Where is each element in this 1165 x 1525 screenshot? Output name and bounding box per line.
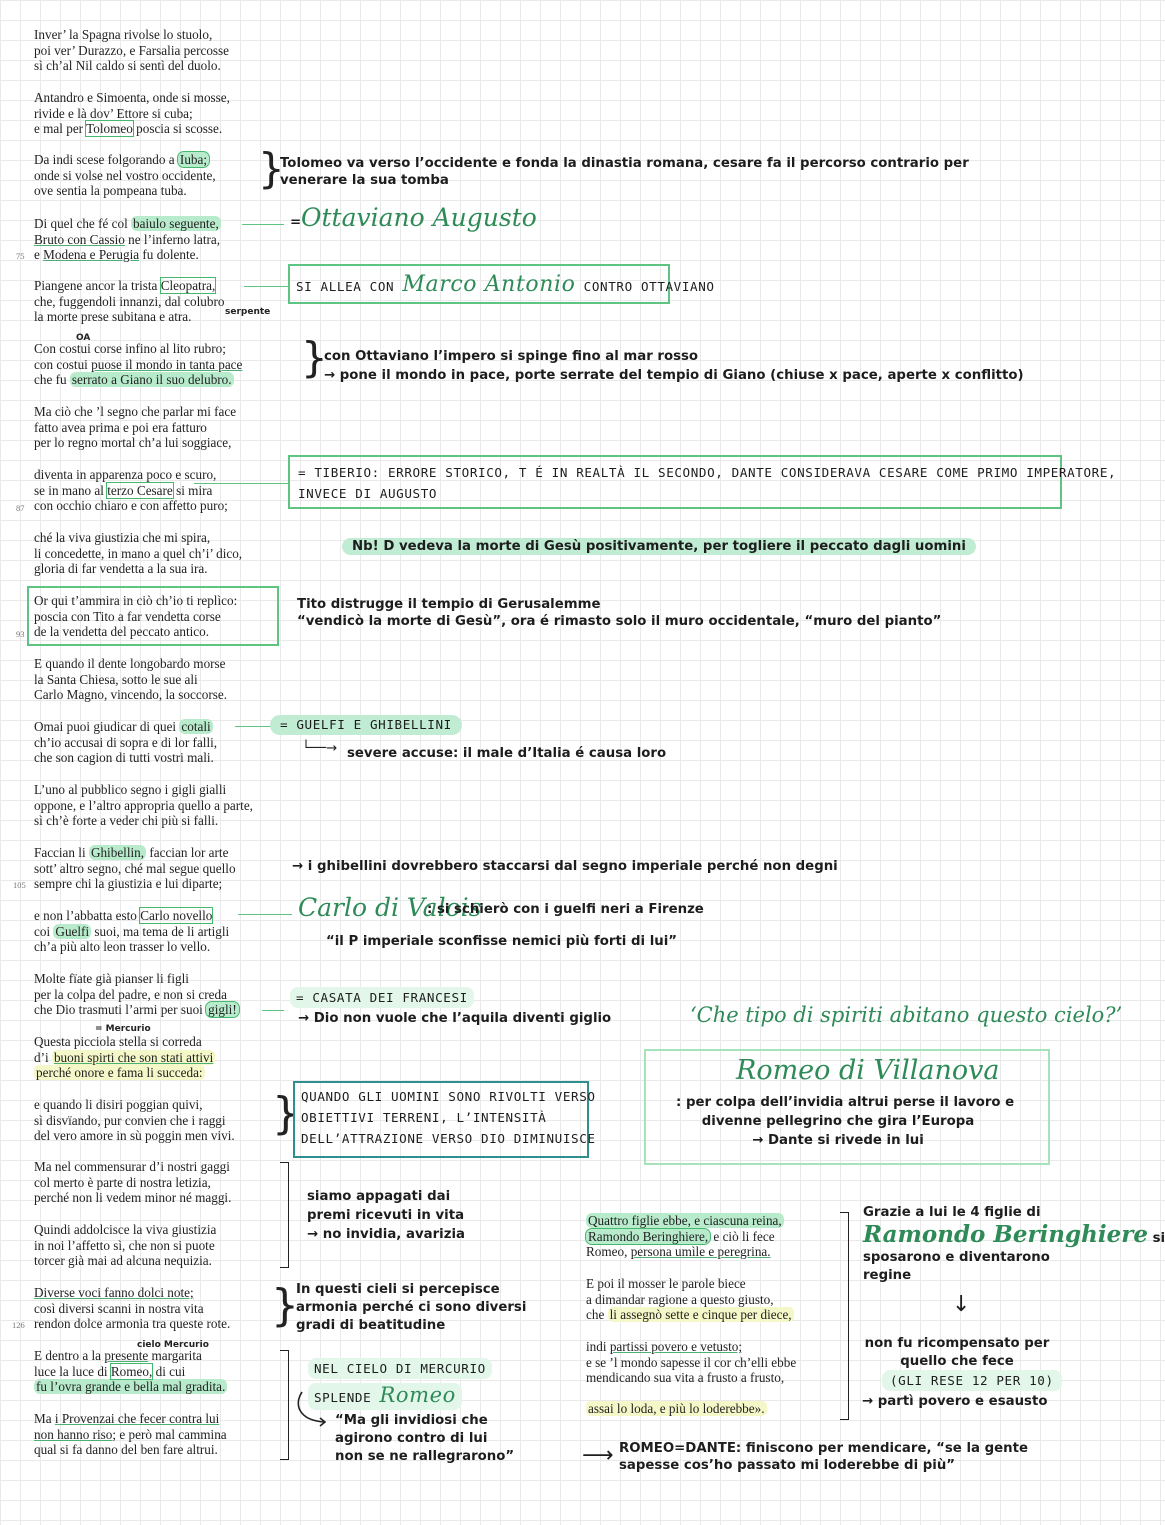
- highlight-sette-cinque: li assegnò sette e cinque per diece,: [609, 1307, 792, 1323]
- poem-line: che son cagion di tutti vostri mali.: [34, 750, 214, 766]
- poem-line: poscia con Tito a far vendetta corse: [34, 608, 221, 624]
- note-parti: → partì povero e esausto: [862, 1394, 1048, 1409]
- label-cielo-mercurio: cielo Mercurio: [137, 1340, 209, 1350]
- poem-line: che Dio trasmuti l’armi per suoi gigli!: [34, 1002, 237, 1018]
- line-number: 87: [16, 503, 25, 513]
- highlight-buoni-spirti: buoni spirti che son stati attivi: [53, 1049, 214, 1065]
- poem-line: e mal per Tolomeo poscia si scosse.: [34, 121, 223, 137]
- poem-stanza-15: [34, 908, 229, 955]
- connector-line: [244, 286, 288, 287]
- highlight-ramondo: Ramondo Beringhiere,: [588, 1228, 709, 1244]
- poem-stanza-10: [34, 593, 237, 640]
- poem-stanza-20: [34, 1222, 216, 1269]
- poem-line: così diversi scanni in nostra vita: [34, 1300, 204, 1316]
- poem-line: Ramondo Beringhiere, e ciò li fece: [588, 1228, 775, 1244]
- poem-line: poi ver’ Durazzo, e Farsalia percosse: [34, 42, 230, 58]
- poem-line: e quando li disiri poggian quivi,: [34, 1097, 203, 1112]
- highlight-carlo-novello: Carlo novello: [140, 908, 213, 923]
- note-guelfi-ghibellini: = GUELFI E GHIBELLINI: [270, 715, 462, 735]
- poem-stanza-19: [34, 1159, 231, 1206]
- poem-line: de la vendetta del peccato antico.: [34, 624, 210, 640]
- poem-line: Diverse voci fanno dolci note;: [34, 1285, 194, 1300]
- poem-stanza-13: [34, 782, 253, 829]
- poem-line: che, fuggendoli innanzi, dal colubro: [34, 293, 225, 309]
- label-oa: OA: [76, 333, 91, 343]
- label-serpente: serpente: [225, 307, 271, 317]
- romeo-stanza-3-end: [586, 1401, 767, 1417]
- line-number: 93: [16, 629, 25, 639]
- poem-line: Ma ciò che ’l segno che parlar mi face: [34, 404, 237, 419]
- poem-line: sì ch’è forte a veder chi più si falli.: [34, 813, 219, 829]
- highlight-terzo-cesare: terzo Cesare: [107, 482, 173, 498]
- poem-line: qual si fa danno del ben fare altrui.: [34, 1442, 218, 1458]
- poem-line: E dentro a la presente margarita: [34, 1348, 202, 1363]
- note-tolomeo: Tolomeo va verso l’occidente e fonda la dinastia romana, cesare fa il percorso contrario per venerare la sua tomba: [280, 156, 969, 188]
- poem-stanza-23: [34, 1411, 227, 1458]
- brace: }: [271, 1280, 299, 1331]
- note-obiettivi: QUANDO GLI UOMINI SONO RIVOLTI VERSO OBIETTIVI TERRENI, L’INTENSITÀ DELL’ATTRAZIONE VERSO DIO DIMINUISCE: [301, 1089, 596, 1146]
- poem-line: Questa picciola stella si correda: [34, 1034, 202, 1049]
- poem-stanza-5: [34, 278, 224, 325]
- curved-arrow-icon: [294, 1390, 334, 1430]
- note-carlo: : si schierò con i guelfi neri a Firenze: [427, 902, 704, 917]
- poem-line: assai lo loda, e più lo loderebbe».: [588, 1401, 765, 1416]
- highlight-ghibellin: Ghibellin,: [90, 845, 145, 860]
- highlight-tolomeo: Tolomeo: [86, 121, 133, 137]
- poem-line: a dimandar ragione a questo giusto,: [586, 1291, 774, 1307]
- label-mercurio: = Mercurio: [95, 1024, 151, 1034]
- poem-stanza-8: [34, 467, 228, 514]
- connector-line: [235, 726, 271, 727]
- poem-line: Piangene ancor la trista Cleopatra,: [34, 278, 216, 293]
- poem-line: Di quel che fé col baiulo seguente,: [34, 216, 219, 231]
- note-splende: SPLENDE Romeo: [308, 1383, 462, 1410]
- poem-line: se in mano al terzo Cesare si mira: [34, 482, 213, 498]
- poem-stanza-4: [34, 216, 221, 263]
- poem-stanza-2: [34, 90, 230, 137]
- note-rese: (GLI RESE 12 PER 10): [882, 1370, 1062, 1391]
- poem-line: la morte prese subitana e atra.: [34, 309, 192, 325]
- note-tito: Tito distrugge il tempio di Gerusalemme “vendicò la morte di Gesù”, ora é rimasto solo il muro occidentale, “muro del pianto”: [297, 597, 942, 629]
- note-appagati: siamo appagati dai premi ricevuti in vita → no invidia, avarizia: [307, 1189, 465, 1242]
- note-grazie: Grazie a lui le 4 figlie di: [863, 1205, 1041, 1220]
- poem-line: Ma i Provenzai che fecer contra lui: [34, 1411, 220, 1426]
- poem-line: coi Guelfi suoi, ma tema de li artigli: [34, 923, 230, 939]
- poem-line: d’i buoni spirti che son stati attivi: [34, 1049, 214, 1065]
- poem-line: rivide e là dov’ Ettore si cuba;: [34, 105, 193, 121]
- brace: }: [272, 1088, 300, 1139]
- arrow-accuse: └──→: [302, 741, 338, 756]
- highlight-giano: serrato a Giano il suo delubro.: [71, 372, 232, 388]
- note-cleopatra: SI ALLEA CON Marco Antonio CONTRO OTTAVIANO: [296, 272, 715, 297]
- romeo-stanza-1: [586, 1213, 784, 1260]
- poem-line: E quando il dente longobardo morse: [34, 656, 226, 671]
- highlight-iuba: Iuba;: [179, 152, 208, 167]
- down-arrow-icon: ↓: [952, 1292, 971, 1317]
- poem-line: Ma nel commensurar d’i nostri gaggi: [34, 1159, 230, 1174]
- brace: }: [258, 144, 285, 193]
- highlight-romeo: Romeo,: [110, 1363, 153, 1379]
- note-grazie-script: Ramondo Beringhiere si: [863, 1221, 1165, 1248]
- note-romeo-lines: : per colpa dell’invidia altrui perse il lavoro e divenne pellegrino che gira l’Europa → Dante si rivede in lui: [676, 1095, 1015, 1148]
- poem-line: Quindi addolcisce la viva giustizia: [34, 1222, 217, 1237]
- line-number: 126: [12, 1320, 25, 1330]
- note-ghibellini: → i ghibellini dovrebbero staccarsi dal segno imperiale perché non degni: [292, 859, 838, 874]
- poem-line: Omai puoi giudicar di quei cotali: [34, 719, 211, 734]
- poem-stanza-12: [34, 719, 217, 766]
- poem-line: ove sentia la pompeana tuba.: [34, 183, 187, 199]
- poem-line: perché non li vedem minor né maggi.: [34, 1190, 232, 1206]
- connector-line: [262, 1010, 284, 1011]
- note-grazie-post: sposarono e diventarono regine: [863, 1250, 1050, 1283]
- connector-line: [242, 224, 284, 225]
- poem-line: oppone, e l’altro appropria quello a parte,: [34, 797, 253, 813]
- poem-stanza-21: [34, 1285, 230, 1332]
- poem-line: Romeo, persona umìle e peregrina.: [586, 1244, 771, 1260]
- note-carlo-valois: Carlo di Valois: [298, 893, 482, 922]
- note-romeo-dante: ROMEO=DANTE: finiscono per mendicare, “se la gente sapesse cos’ho passato mi loderebbe di più”: [619, 1441, 1028, 1473]
- poem-stanza-7: [34, 404, 236, 451]
- poem-line: per la colpa del padre, e non si creda: [34, 986, 227, 1002]
- poem-stanza-6: [34, 341, 242, 388]
- poem-line: Inver’ la Spagna rivolse lo stuolo,: [34, 27, 213, 42]
- poem-line: e non l’abbatta esto Carlo novello: [34, 908, 213, 923]
- poem-line: ch’io accusai di sopra e di lor falli,: [34, 734, 218, 750]
- line-number: 105: [13, 880, 26, 890]
- note-carlo-2: “il P imperiale sconfisse nemici più forti di lui”: [326, 934, 678, 949]
- poem-line: e Modena e Perugia fu dolente.: [34, 247, 199, 263]
- poem-line: con occhio chiaro e con affetto puro;: [34, 498, 228, 514]
- poem-line: Faccian li Ghibellin, faccian lor arte: [34, 845, 229, 860]
- poem-line: Da indi scese folgorando a Iuba;: [34, 152, 208, 167]
- poem-line: la Santa Chiesa, sotto le sue ali: [34, 671, 198, 687]
- poem-stanza-14: [34, 845, 236, 892]
- note-casata: = CASATA DEI FRANCESI: [290, 987, 474, 1008]
- note-ricompensato: non fu ricompensato per quello che fece: [864, 1336, 1050, 1369]
- note-ottaviano: Ottaviano Augusto: [301, 203, 537, 232]
- poem-stanza-3: [34, 152, 216, 199]
- poem-stanza-9: [34, 530, 242, 577]
- poem-line: Antandro e Simoenta, onde si mosse,: [34, 90, 230, 105]
- poem-line: con costui puose il mondo in tanta pace: [34, 356, 243, 372]
- poem-stanza-22: [34, 1348, 227, 1395]
- highlight-guelfi: Guelfi: [55, 923, 90, 939]
- highlight-gigli: gigli!: [208, 1002, 237, 1018]
- connector-line: [194, 483, 288, 484]
- poem-line: col merto è parte di nostra letizia,: [34, 1174, 211, 1190]
- poem-line: che fu serrato a Giano il suo delubro.: [34, 372, 232, 388]
- poem-line: Or qui t’ammira in ciò ch’io ti replìco:: [34, 593, 238, 608]
- poem-line: per lo regno mortal ch’a lui soggiace,: [34, 435, 232, 451]
- poem-stanza-17: [34, 1034, 215, 1081]
- poem-line: indi partissi povero e vetusto;: [586, 1339, 743, 1354]
- poem-line: torcer già mai ad alcuna nequizia.: [34, 1253, 212, 1269]
- highlight-baiulo: baiulo seguente,: [133, 216, 219, 231]
- poem-line: li concedette, in mano a quel ch’i’ dico,: [34, 545, 243, 561]
- note-cielo-mercurio: NEL CIELO DI MERCURIO: [308, 1358, 492, 1379]
- note-armonia: In questi cieli si percepisce armonia perché ci sono diversi gradi di beatitudine: [296, 1282, 527, 1333]
- romeo-stanza-2: [586, 1276, 794, 1323]
- poem-line: sott’ altro segno, ché mal segue quello: [34, 860, 236, 876]
- poem-line: fu l’ovra grande e bella mal gradita.: [36, 1379, 226, 1395]
- note-mar-rosso: con Ottaviano l’impero si spinge fino al mar rosso → pone il mondo in pace, porte serrate del tempio di Giano (chiuse x pace, aperte x conflitto): [324, 349, 1024, 383]
- poem-line: sì disvïando, pur convien che i raggi: [34, 1112, 226, 1128]
- bracket: [840, 1212, 849, 1420]
- highlight-cotali: cotali: [181, 719, 211, 734]
- note-accuse: severe accuse: il male d’Italia é causa loro: [347, 746, 667, 761]
- note-romeo-title: Romeo di Villanova: [736, 1055, 1000, 1086]
- poem-line: Bruto con Cassio ne l’inferno latra,: [34, 231, 221, 247]
- poem-line: Con costui corse infino al lito rubro;: [34, 341, 226, 356]
- poem-line: gloria di far vendetta a la sua ira.: [34, 561, 208, 577]
- poem-line: ch’a più alto leon trasser lo vello.: [34, 939, 211, 955]
- poem-line: Carlo Magno, vincendo, la soccorse.: [34, 687, 227, 703]
- poem-stanza-1: [34, 27, 229, 74]
- poem-line: e se ’l mondo sapesse il cor ch’elli ebbe: [586, 1354, 797, 1370]
- poem-line: onde si volse nel vostro occidente,: [34, 167, 216, 183]
- brace: }: [301, 333, 328, 382]
- poem-stanza-11: [34, 656, 227, 703]
- note-giglio: → Dio non vuole che l’aquila diventi giglio: [298, 1011, 612, 1026]
- poem-line: mendicando sua vita a frusto a frusto,: [586, 1370, 785, 1386]
- poem-stanza-16: [34, 971, 239, 1018]
- poem-line: del vero amore in sù poggin men vivi.: [34, 1128, 235, 1144]
- poem-line: fatto avea prima e poi era fatturo: [34, 419, 207, 435]
- highlight-cleopatra: Cleopatra,: [160, 278, 216, 293]
- poem-line: E poi il mosser le parole biece: [586, 1276, 746, 1291]
- poem-line: non hanno riso; e però mal cammina: [34, 1426, 227, 1442]
- poem-line: ché la viva giustizia che mi spira,: [34, 530, 211, 545]
- poem-stanza-18: [34, 1097, 235, 1144]
- poem-line: che li assegnò sette e cinque per diece,: [586, 1307, 792, 1323]
- note-question: ‘Che tipo di spiriti abitano questo cielo?’: [690, 1003, 1123, 1027]
- arrow-romeo-dante: ⟶: [582, 1443, 614, 1468]
- romeo-stanza-3: [586, 1339, 796, 1386]
- poem-line: Molte fïate già pianser li figli: [34, 971, 189, 986]
- poem-line: perché onore e fama li succeda:: [36, 1065, 203, 1081]
- note-nb: Nb! D vedeva la morte di Gesù positivamente, per togliere il peccato dagli uomini: [342, 538, 976, 555]
- connector-line: [238, 914, 292, 915]
- line-number: 75: [16, 251, 25, 261]
- poem-line: sempre chi la giustizia e lui diparte;: [34, 876, 223, 892]
- poem-line: diventa in apparenza poco e scuro,: [34, 467, 217, 482]
- note-tiberio: = TIBERIO: ERRORE STORICO, T É IN REALTÀ IL SECONDO, DANTE CONSIDERAVA CESARE COME PRIMO IMPERATORE, INVECE DI AUGUSTO: [298, 465, 1117, 501]
- bracket: [280, 1350, 289, 1460]
- poem-line: luce la luce di Romeo, di cui: [34, 1363, 186, 1379]
- poem-line: L’uno al pubblico segno i gigli gialli: [34, 782, 227, 797]
- poem-line: in noi l’affetto sì, che non si puote: [34, 1237, 215, 1253]
- ottaviano-prefix: =: [290, 215, 302, 230]
- poem-line: sì ch’al Nil caldo si sentì del duolo.: [34, 58, 221, 74]
- bracket: [280, 1162, 289, 1268]
- poem-line: rendon dolce armonia tra queste rote.: [34, 1316, 231, 1332]
- note-invidiosi: “Ma gli invidiosi che agirono contro di lui non se ne rallegrarono”: [335, 1413, 515, 1464]
- poem-line: Quattro figlie ebbe, e ciascuna reina,: [588, 1213, 782, 1228]
